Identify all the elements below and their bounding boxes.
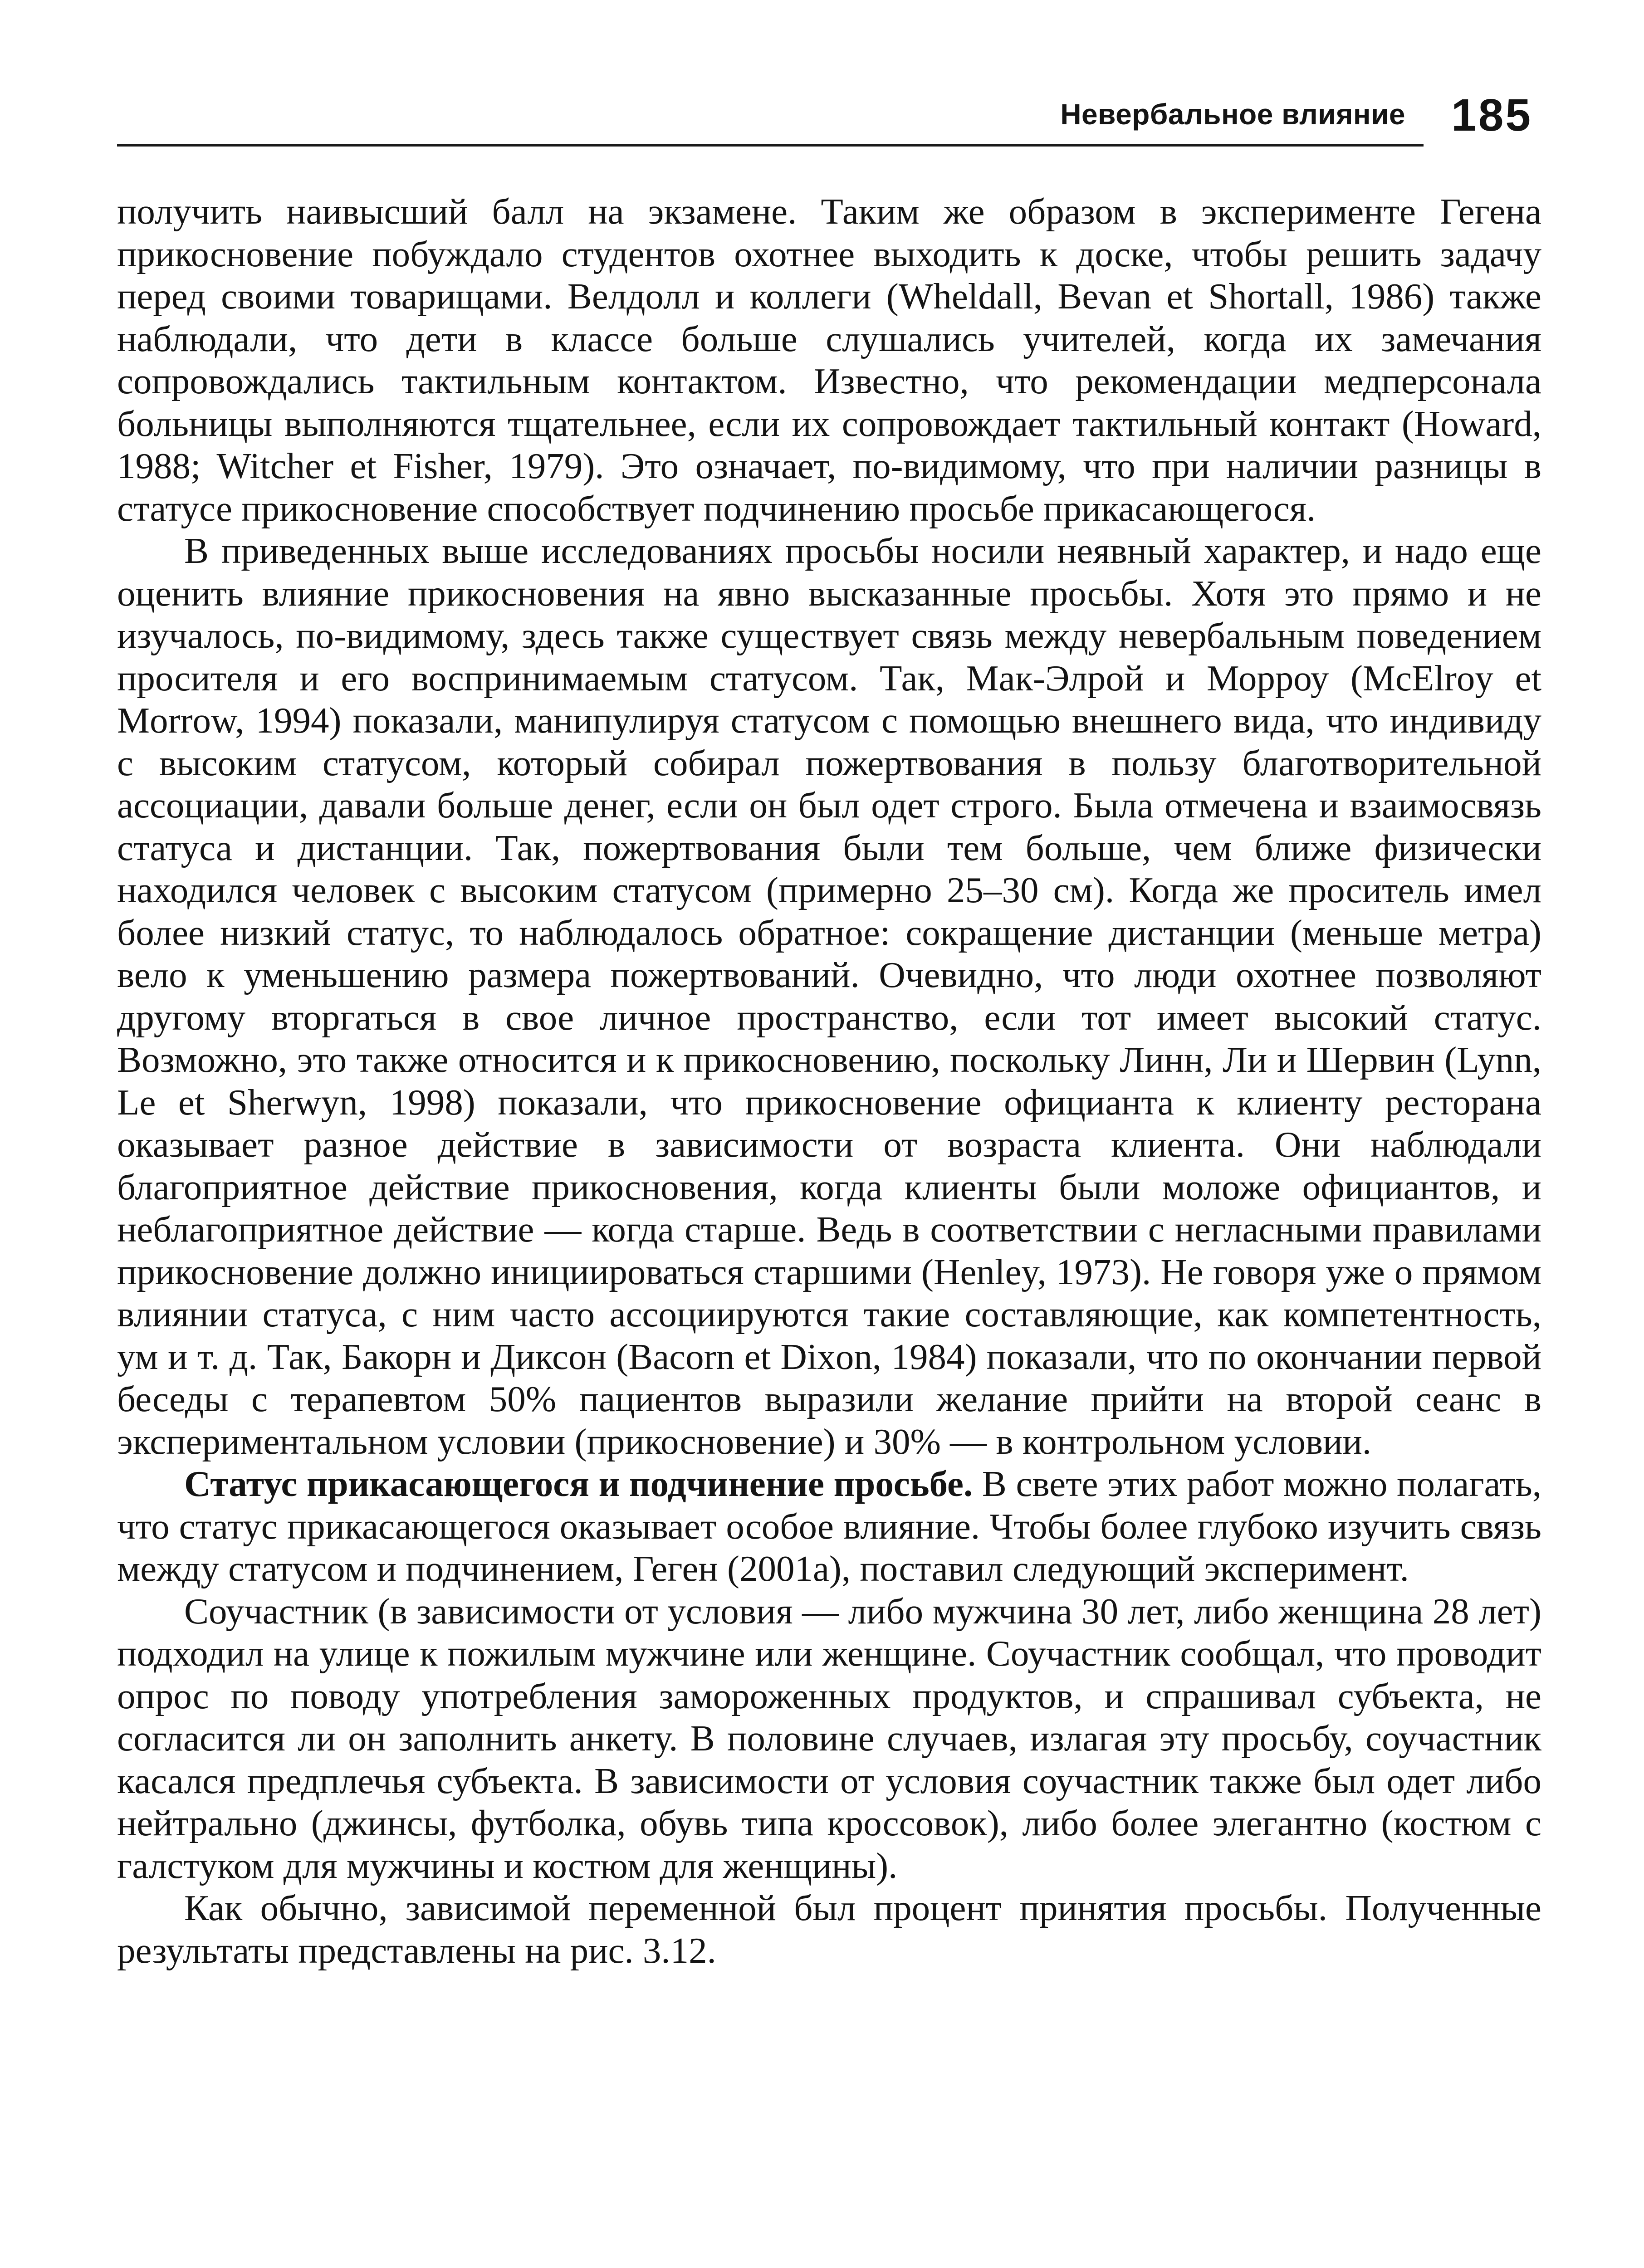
paragraph-text: В приведенных выше исследованиях просьбы носили неявный характер, и надо еще оценить влияние прикосновения на явно высказанные просьбы. Хотя это прямо и не изучалось, по-видимому, здесь также существует связь между невербальным поведением просителя и его воспринимаемым статусом. Так, Мак-Элрой и Морроу (McElroy et Morrow, 1994) показали, манипулируя статусом с помощью внешнего вида, что индивиду с высоким статусом, который собирал пожертвования в пользу благотворительной ассоциации, давали больше денег, если он был одет строго. Была отмечена и взаимосвязь статуса и дистанции. Так, пожертвования были тем больше, чем ближе физически находился человек с высоким статусом (примерно 25–30 см). Когда же проситель имел более низкий статус, то наблюдалось обратное: сокращение дистанции (меньше метра) вело к уменьшению размера пожертвований. Очевидно, что люди охотнее позволяют другому вторгаться в свое личное пространство, если тот имеет высокий статус. Возможно, это также относится и к прикосновению, поскольку Линн, Ли и Шервин (Lynn, Le et Sherwyn, 1998) показали, что прикосновение официанта к клиенту ресторана оказывает разное действие в зависимости от возраста клиента. Они наблюдали благоприятное действие прикосновения, когда клиенты были моложе официантов, и неблагоприятное действие — когда старше. Ведь в соответствии с негласными правилами прикосновение должно инициироваться старшими (Henley, 1973). Не говоря уже о прямом влиянии статуса, с ним часто ассоциируются такие составляющие, как компетентность, ум и т. д. Так, Бакорн и Диксон (Bacorn et Dixon, 1984) показали, что по окончании первой беседы с терапевтом 50% пациентов выразили желание прийти на второй сеанс в экспериментальном условии (прикосновение) и 30% — в контрольном условии. [117, 530, 1541, 1462]
paragraph-text: Соучастник (в зависимости от условия — либо мужчина 30 лет, либо женщина 28 лет) подходил на улице к пожилым мужчине или женщине. Соучастник сообщал, что проводит опрос по поводу употребления замороженных продуктов, и спрашивал субъекта, не согласится ли он заполнить анкету. В половине случаев, излагая эту просьбу, соучастник касался предплечья субъекта. В зависимости от условия соучастник также был одет либо нейтрально (джинсы, футболка, обувь типа кроссовок), либо более элегантно (костюм с галстуком для мужчины и костюм для женщины). [117, 1590, 1541, 1886]
paragraph [117, 1590, 1541, 1887]
paragraph [117, 530, 1541, 1463]
page-number: 185 [1451, 90, 1532, 141]
body-text [117, 191, 1541, 1972]
paragraph-text: В свете этих работ можно полагать, что статус прикасающегося оказывает особое влияние. Чтобы более глубоко изучить связь между статусом и подчинением, Геген (2001а), поставил следующий эксперимент. [117, 1463, 1541, 1589]
paragraph-text: получить наивысший балл на экзамене. Таким же образом в эксперименте Гегена прикосновение побуждало студентов охотнее выходить к доске, чтобы решить задачу перед своими товарищами. Велдолл и коллеги (Wheldall, Bevan et Shortall, 1986) также наблюдали, что дети в классе больше слушались учителей, когда их замечания сопровождались тактильным контактом. Известно, что рекомендации медперсонала больницы выполняются тщательнее, если их сопровождает тактильный контакт (Howard, 1988; Witcher et Fisher, 1979). Это означает, по-видимому, что при наличии разницы в статусе прикосновение способствует подчинению просьбе прикасающегося. [117, 191, 1541, 529]
paragraph [117, 1463, 1541, 1590]
running-head [117, 77, 1541, 154]
paragraph-lead-in: Статус прикасающегося и подчинение просьбе. [184, 1463, 973, 1504]
paragraph-text: Как обычно, зависимой переменной был процент принятия просьбы. Полученные результаты представлены на рис. 3.12. [117, 1887, 1541, 1971]
paragraph [117, 1887, 1541, 1972]
section-title: Невербальное влияние [1060, 98, 1405, 131]
paragraph [117, 191, 1541, 530]
header-rule [117, 144, 1424, 147]
